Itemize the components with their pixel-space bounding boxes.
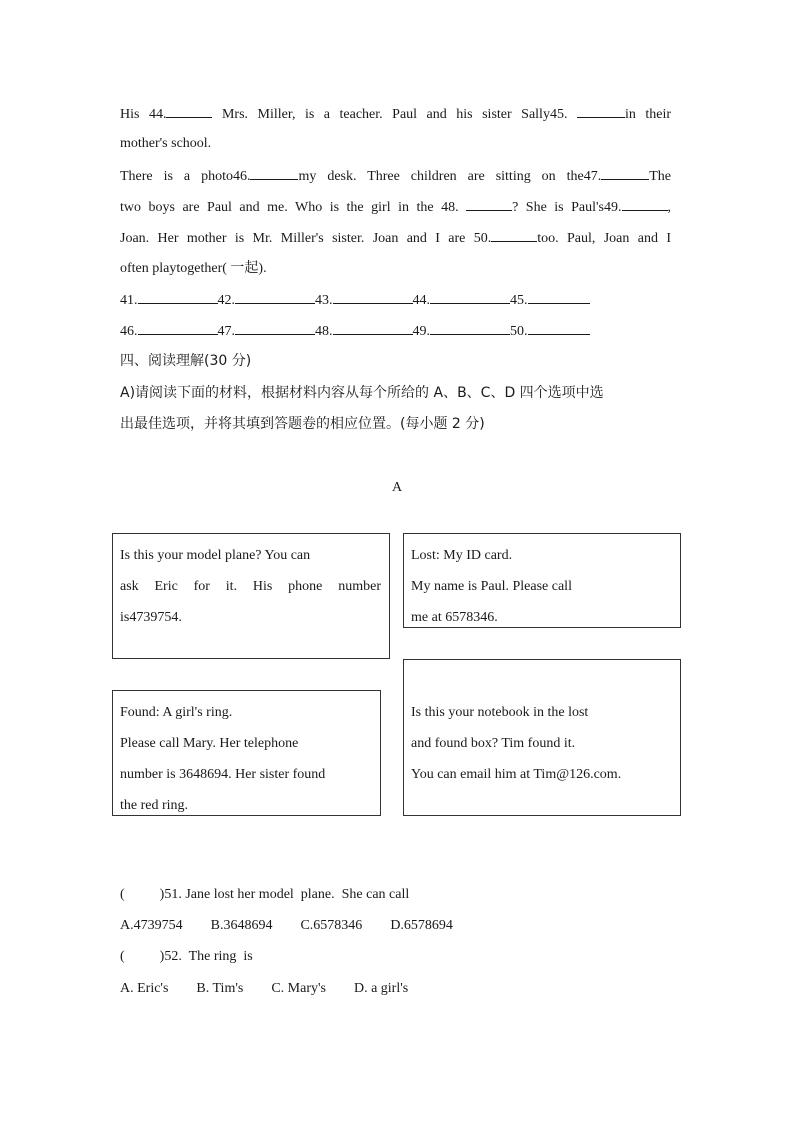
option-a[interactable]: A. Eric's <box>120 981 169 996</box>
answer-blank-48[interactable] <box>466 196 512 211</box>
answer-line-47[interactable] <box>235 320 315 335</box>
option-a[interactable]: A.4739754 <box>120 918 183 933</box>
answer-blank-45[interactable] <box>577 103 625 118</box>
answer-cell-42: 42. <box>218 289 316 311</box>
notice-box-found-ring: Found: A girl's ring. Please call Mary. Her telephone number is 3648694. Her sister found the red ring. <box>112 690 381 816</box>
section-instruction-2: 出最佳选项，并将其填到答题卷的相应位置。(每小题 2 分) <box>120 416 485 432</box>
answer-line-44[interactable] <box>430 289 510 304</box>
answer-cell-45: 45. <box>510 289 590 311</box>
section-title: 四、阅读理解(30 分) <box>120 353 252 369</box>
option-b[interactable]: B.3648694 <box>210 918 273 933</box>
passage-label: A <box>391 480 403 495</box>
question-51-stem: ( )51. Jane lost her model plane. She can call <box>120 887 410 902</box>
answer-blank-46[interactable] <box>250 165 298 180</box>
notice-box-model-plane: Is this your model plane? You can ask Eric for it. His phone number is4739754. <box>112 533 390 659</box>
answer-line-41[interactable] <box>138 289 218 304</box>
answer-cell-46: 46. <box>120 320 218 342</box>
answer-cell-43: 43. <box>315 289 413 311</box>
option-d[interactable]: D. a girl's <box>353 981 409 996</box>
answer-blank-49[interactable] <box>622 196 668 211</box>
question-51-options <box>120 916 481 936</box>
cloze-line-6: often playtogether( 一起). <box>120 260 267 276</box>
answer-line-46[interactable] <box>138 320 218 335</box>
option-c[interactable]: C. Mary's <box>271 981 326 996</box>
answer-blank-47[interactable] <box>601 165 649 180</box>
question-52-stem: ( )52. The ring is <box>120 949 253 964</box>
answer-row-46-50 <box>120 320 670 342</box>
option-c[interactable]: C.6578346 <box>300 918 363 933</box>
answer-line-48[interactable] <box>333 320 413 335</box>
answer-line-50[interactable] <box>528 320 590 335</box>
option-d[interactable]: D.6578694 <box>390 918 453 933</box>
notice-box-notebook: Is this your notebook in the lost and found box? Tim found it. You can email him at Tim@126.com. <box>403 659 681 816</box>
answer-blank-50[interactable] <box>491 227 537 242</box>
answer-cell-49: 49. <box>413 320 511 342</box>
answer-line-43[interactable] <box>333 289 413 304</box>
cloze-line-3: There is a photo46. my desk. Three children are sitting on the47. The <box>120 165 671 187</box>
option-b[interactable]: B. Tim's <box>196 981 244 996</box>
answer-blank-44[interactable] <box>166 103 212 118</box>
answer-cell-48: 48. <box>315 320 413 342</box>
answer-line-45[interactable] <box>528 289 590 304</box>
answer-cell-44: 44. <box>413 289 511 311</box>
answer-line-49[interactable] <box>430 320 510 335</box>
answer-line-42[interactable] <box>235 289 315 304</box>
answer-cell-50: 50. <box>510 320 590 342</box>
cloze-line-4: two boys are Paul and me. Who is the girl in the 48. ? She is Paul's49. , <box>120 196 671 218</box>
notice-box-lost-id-card: Lost: My ID card. My name is Paul. Please call me at 6578346. <box>403 533 681 628</box>
cloze-line-5: Joan. Her mother is Mr. Miller's sister. Joan and I are 50. too. Paul, Joan and I <box>120 227 671 249</box>
answer-cell-47: 47. <box>218 320 316 342</box>
cloze-line-2: mother's school. <box>120 136 212 151</box>
answer-row-41-45 <box>120 289 670 311</box>
question-52-options <box>120 979 436 999</box>
section-instruction-1: A)请阅读下面的材料，根据材料内容从每个所给的 A、B、C、D 四个选项中选 <box>120 385 604 401</box>
answer-cell-41: 41. <box>120 289 218 311</box>
cloze-line-1: His 44. Mrs. Miller, is a teacher. Paul and his sister Sally45. in their <box>120 103 671 125</box>
